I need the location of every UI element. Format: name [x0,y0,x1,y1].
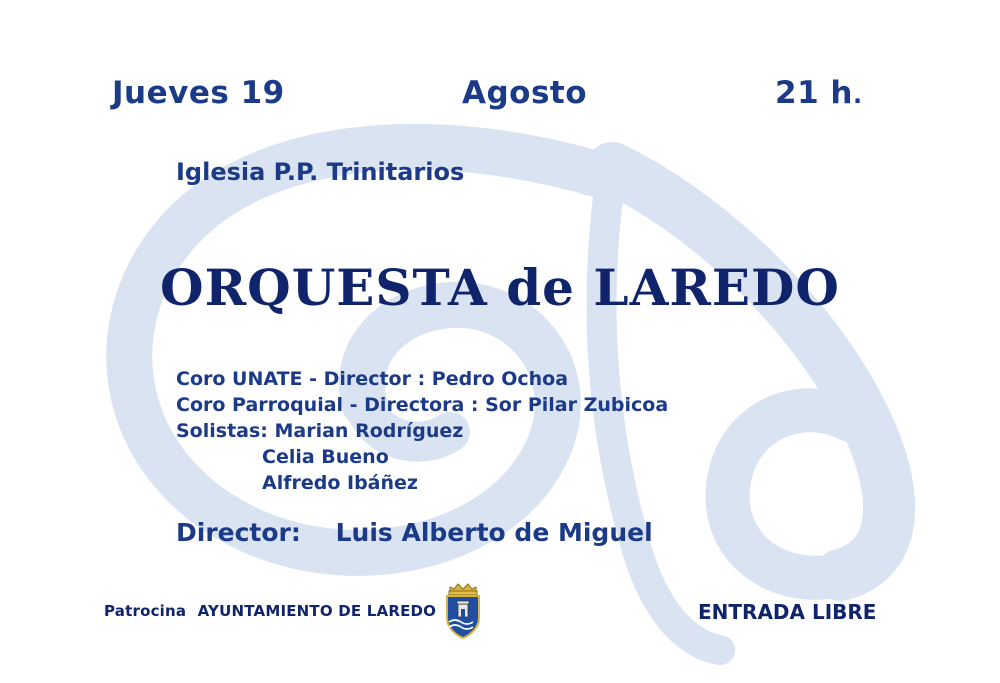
conductor-block [176,518,653,547]
sponsor-label: Patrocina [104,602,187,620]
conductor-name: Luis Alberto de Miguel [335,518,653,547]
credit-line: Coro UNATE - Director : Pedro Ochoa [176,368,569,390]
sponsor-block [104,602,436,620]
page-title [0,258,1000,317]
event-day: Jueves 19 [112,75,285,111]
conductor-label: Director: [176,518,301,547]
free-entry-note: ENTRADA LIBRE [698,600,877,624]
credits-block [176,366,668,496]
event-time-unit: . [853,81,863,109]
event-time [775,75,863,111]
soloist-line: Celia Bueno [262,446,389,468]
title-place: LAREDO [593,258,840,317]
soloist-line: Alfredo Ibáñez [262,472,418,494]
sponsor-name: AYUNTAMIENTO DE LAREDO [197,602,437,620]
credit-line: Coro Parroquial - Directora : Sor Pilar Zubicoa [176,394,669,416]
event-month: Agosto [462,75,588,111]
credit-line: Solistas: Marian Rodríguez [176,420,464,442]
coat-of-arms-icon [440,578,486,640]
title-main: ORQUESTA [160,258,488,317]
event-venue: Iglesia P.P. Trinitarios [176,158,465,186]
event-time-value: 21 h [775,75,854,111]
title-link-word: de [506,258,575,317]
